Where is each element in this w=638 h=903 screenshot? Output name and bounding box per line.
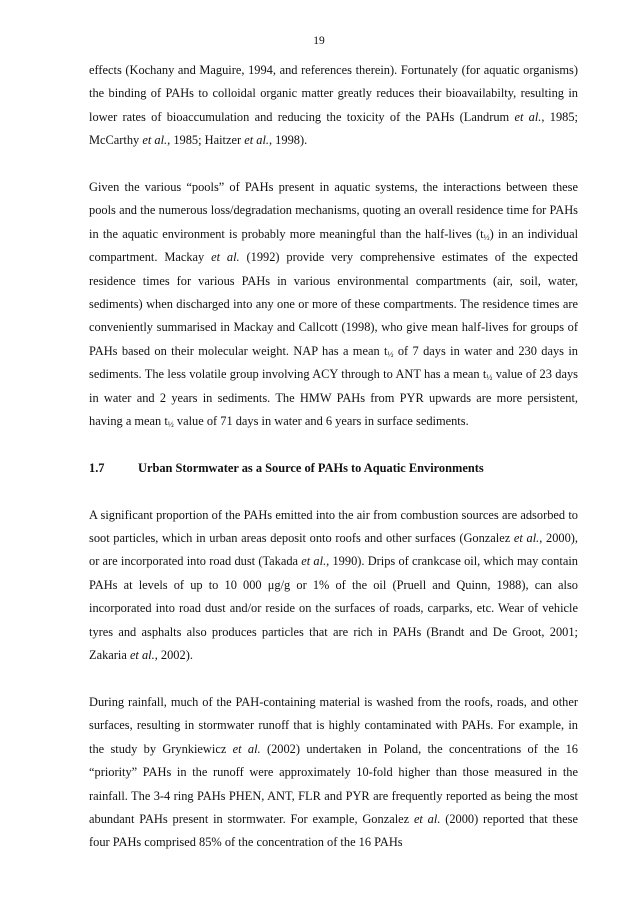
text-run: , 2000), or are incorporated into road dust (Takada: [89, 531, 579, 569]
text-run: of 7 days in water and 230 days in sediments. The less volatile group involving ACY through to ANT has a mean t: [89, 343, 579, 382]
text-run: (2002) undertaken in Poland, the concentrations of the 16 “priority” PAHs in the runoff were approximately 10-fold higher than those measured in the rainfall. The 3-4 ring PAHs PHEN, ANT, FLR and PYR are frequently reported as being the most abundant PAHs present in stormwater. For example, Gonzalez: [89, 741, 578, 826]
text-run: A significant proportion of the PAHs emitted into the air from combustion sources are adsorbed to soot particles, which in urban areas deposit onto roofs and other surfaces (Gonzalez: [89, 507, 578, 546]
text-run: ) in an individual compartment. Mackay: [89, 226, 579, 265]
paragraph-4: [89, 691, 578, 855]
text-run: , 1998).: [268, 133, 308, 148]
half-subscript: ½: [486, 373, 493, 383]
et-al-italic: et al.: [129, 648, 155, 663]
text-run: During rainfall, much of the PAH-containing material is washed from the roofs, roads, and other surfaces, resulting in stormwater runoff that is highly contaminated with PAHs. For example, in the study by Grynkiewicz: [89, 694, 578, 756]
et-al-italic: et al.: [244, 133, 269, 148]
text-run: value of 71 days in water and 6 years in surface sediments.: [173, 414, 469, 429]
text-run: , 1985; Haitzer: [167, 133, 245, 148]
page-number: 19: [313, 35, 325, 47]
et-al-italic: et al.: [232, 741, 261, 756]
paragraph-2: [89, 176, 578, 433]
text-run: , 1985; McCarthy: [89, 109, 578, 148]
et-al-italic: et al.: [211, 250, 240, 265]
et-al-italic: et al.: [142, 133, 168, 148]
et-al-italic: et al.: [514, 109, 542, 124]
paragraph-3: [89, 504, 578, 668]
half-subscript: ½: [167, 420, 174, 430]
text-run: (2000) reported that these four PAHs comprised 85% of the concentration of the 16 PAHs: [89, 811, 578, 850]
text-run: value of 23 days in water and 2 years in sediments. The HMW PAHs from PYR upwards are more persistent, having a mean t: [89, 367, 578, 429]
half-subscript: ½: [483, 232, 490, 242]
et-al-italic: et al.: [513, 531, 540, 546]
paragraph-1: [89, 59, 578, 153]
section-title: Urban Stormwater as a Source of PAHs to Aquatic Environments: [138, 460, 484, 475]
text-run: Given the various “pools” of PAHs present in aquatic systems, the interactions between these pools and the numerous loss/degradation mechanisms, quoting an overall residence time for PAHs in the aquatic environment is probably more meaningful than the half-lives (t: [89, 180, 578, 241]
et-al-italic: et al.: [413, 811, 441, 826]
text-run: effects (Kochany and Maguire, 1994, and references therein). Fortunately (for aquatic organisms) the binding of PAHs to colloidal organic matter greatly reduces their bioavailabilty, resulting in lower rates of bioaccumulation and reducing the toxicity of the PAHs (Landrum: [89, 63, 578, 124]
et-al-italic: et al.: [301, 554, 327, 569]
section-number: 1.7: [89, 460, 105, 475]
text-run: , 2002).: [154, 648, 193, 663]
text-run: , 1990). Drips of crankcase oil, which may contain PAHs at levels of up to 10 000 μg/g or 1% of the oil (Pruell and Quinn, 1988), can also incorporated into road dust and/or reside on the surfaces of roads, carparks, etc. Wear of vehicle tyres and asphalts also produces particles that are rich in PAHs (Brandt and De Groot, 2001; Zakaria: [89, 554, 578, 663]
page-body: [89, 59, 578, 878]
section-heading: [89, 457, 578, 480]
half-subscript: ½: [387, 349, 394, 359]
text-run: (1992) provide very comprehensive estimates of the expected residence times for various PAHs in various environmental compartments (air, soil, water, sediments) when discharged into any one or more of these compartments. The residence times are conveniently summarised in Mackay and Callcott (1998), who give mean half-lives for groups of PAHs based on their molecular weight. NAP has a mean t: [89, 250, 578, 358]
